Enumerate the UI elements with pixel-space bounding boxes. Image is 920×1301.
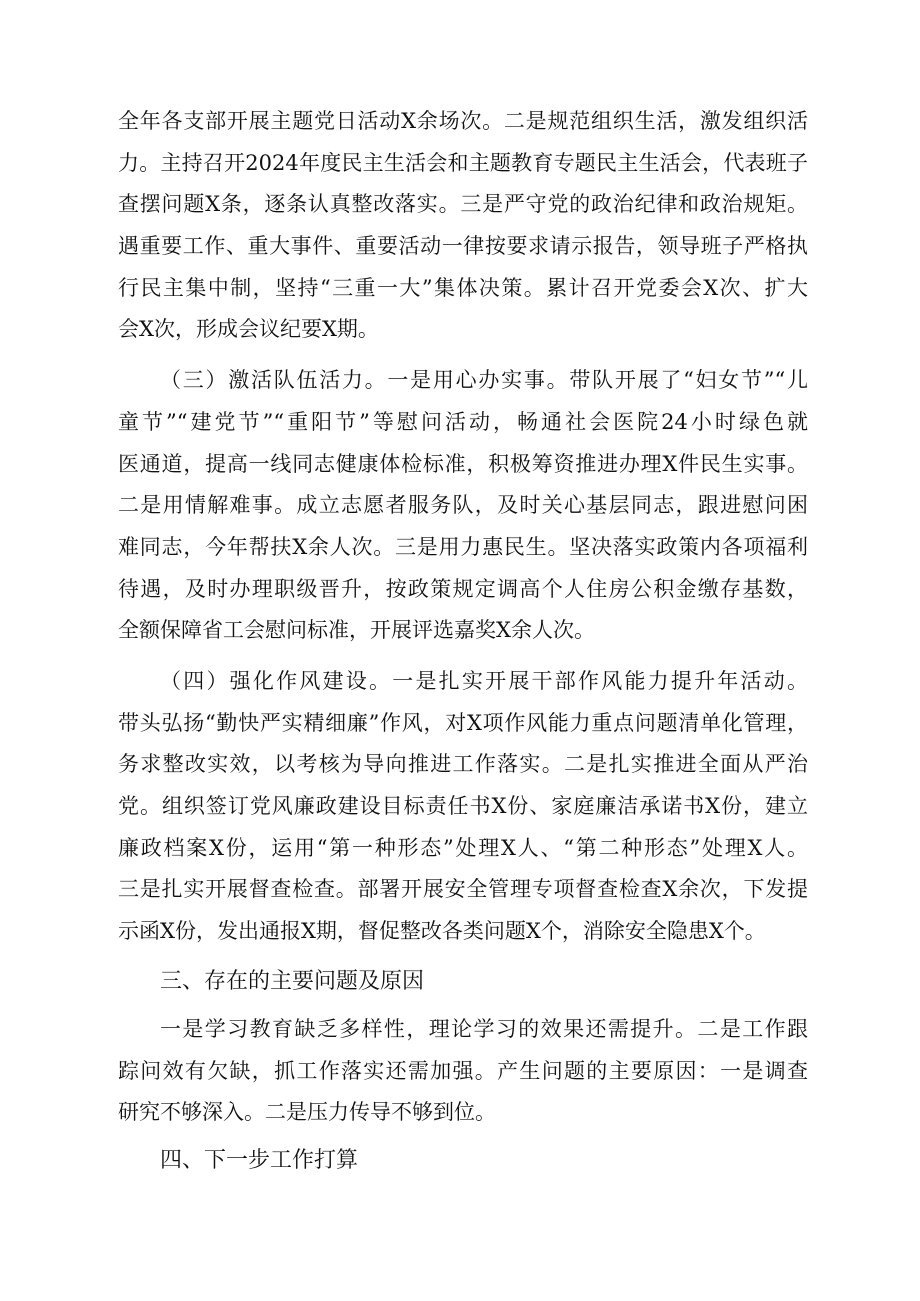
section-heading-next-steps: 四、下一步工作打算 [160,1148,359,1173]
text-line: 全年各支部开展主题党日活动X余场次。二是规范组织生活，激发组织活 [118,109,808,133]
text-line: 医通道，提高一线同志健康体检标准，积极筹资推进办理X件民生实事。 [118,452,808,476]
text-line: 踪问效有欠缺，抓工作落实还需加强。产生问题的主要原因：一是调查 [118,1059,808,1083]
text-line: 行民主集中制，坚持“三重一大”集体决策。累计召开党委会X次、扩大 [118,276,808,300]
text-line: 党。组织签订党风廉政建设目标责任书X份、家庭廉洁承诺书X份，建立 [118,794,808,818]
text-line: 待遇，及时办理职级晋升，按政策规定调高个人住房公积金缴存基数， [118,577,808,601]
text-line: 全额保障省工会慰问标准，开展评选嘉奖X余人次。 [118,618,595,642]
text-line: 示函X份，发出通报X期，督促整改各类问题X个，消除安全隐患X个。 [118,919,766,943]
text-line: 三是扎实开展督查检查。部署开展安全管理专项督查检查X余次，下发提 [118,877,808,901]
text-line: 一是学习教育缺乏多样性，理论学习的效果还需提升。二是工作跟 [160,1017,808,1041]
text-line: 遇重要工作、重大事件、重要活动一律按要求请示报告，领导班子严格执 [118,234,808,258]
text-line: 会X次，形成会议纪要X期。 [118,317,379,341]
text-line: 带头弘扬“勤快严实精细廉”作风，对X项作风能力重点问题清单化管理， [118,711,808,735]
text-line: （三）激活队伍活力。一是用心办实事。带队开展了“妇女节”“儿 [160,368,808,392]
text-line: 务求整改实效，以考核为导向推进工作落实。二是扎实推进全面从严治 [118,752,808,776]
section-heading-problems: 三、存在的主要问题及原因 [160,969,425,994]
text-line: 查摆问题X条，逐条认真整改落实。三是严守党的政治纪律和政治规矩。 [118,192,808,216]
text-line: 廉政档案X份，运用“第一种形态”处理X人、“第二种形态”处理X人。 [118,836,808,860]
text-line: 力。主持召开2024年度民主生活会和主题教育专题民主生活会，代表班子 [118,151,808,175]
text-line: 难同志，今年帮扶X余人次。三是用力惠民生。坚决落实政策内各项福利 [118,535,808,559]
text-line: 童节”“建党节”“重阳节”等慰问活动，畅通社会医院24小时绿色就 [118,410,808,434]
text-line: 研究不够深入。二是压力传导不够到位。 [118,1100,496,1124]
text-line: 二是用情解难事。成立志愿者服务队，及时关心基层同志，跟进慰问困 [118,493,808,517]
text-line: （四）强化作风建设。一是扎实开展干部作风能力提升年活动。 [160,669,808,693]
